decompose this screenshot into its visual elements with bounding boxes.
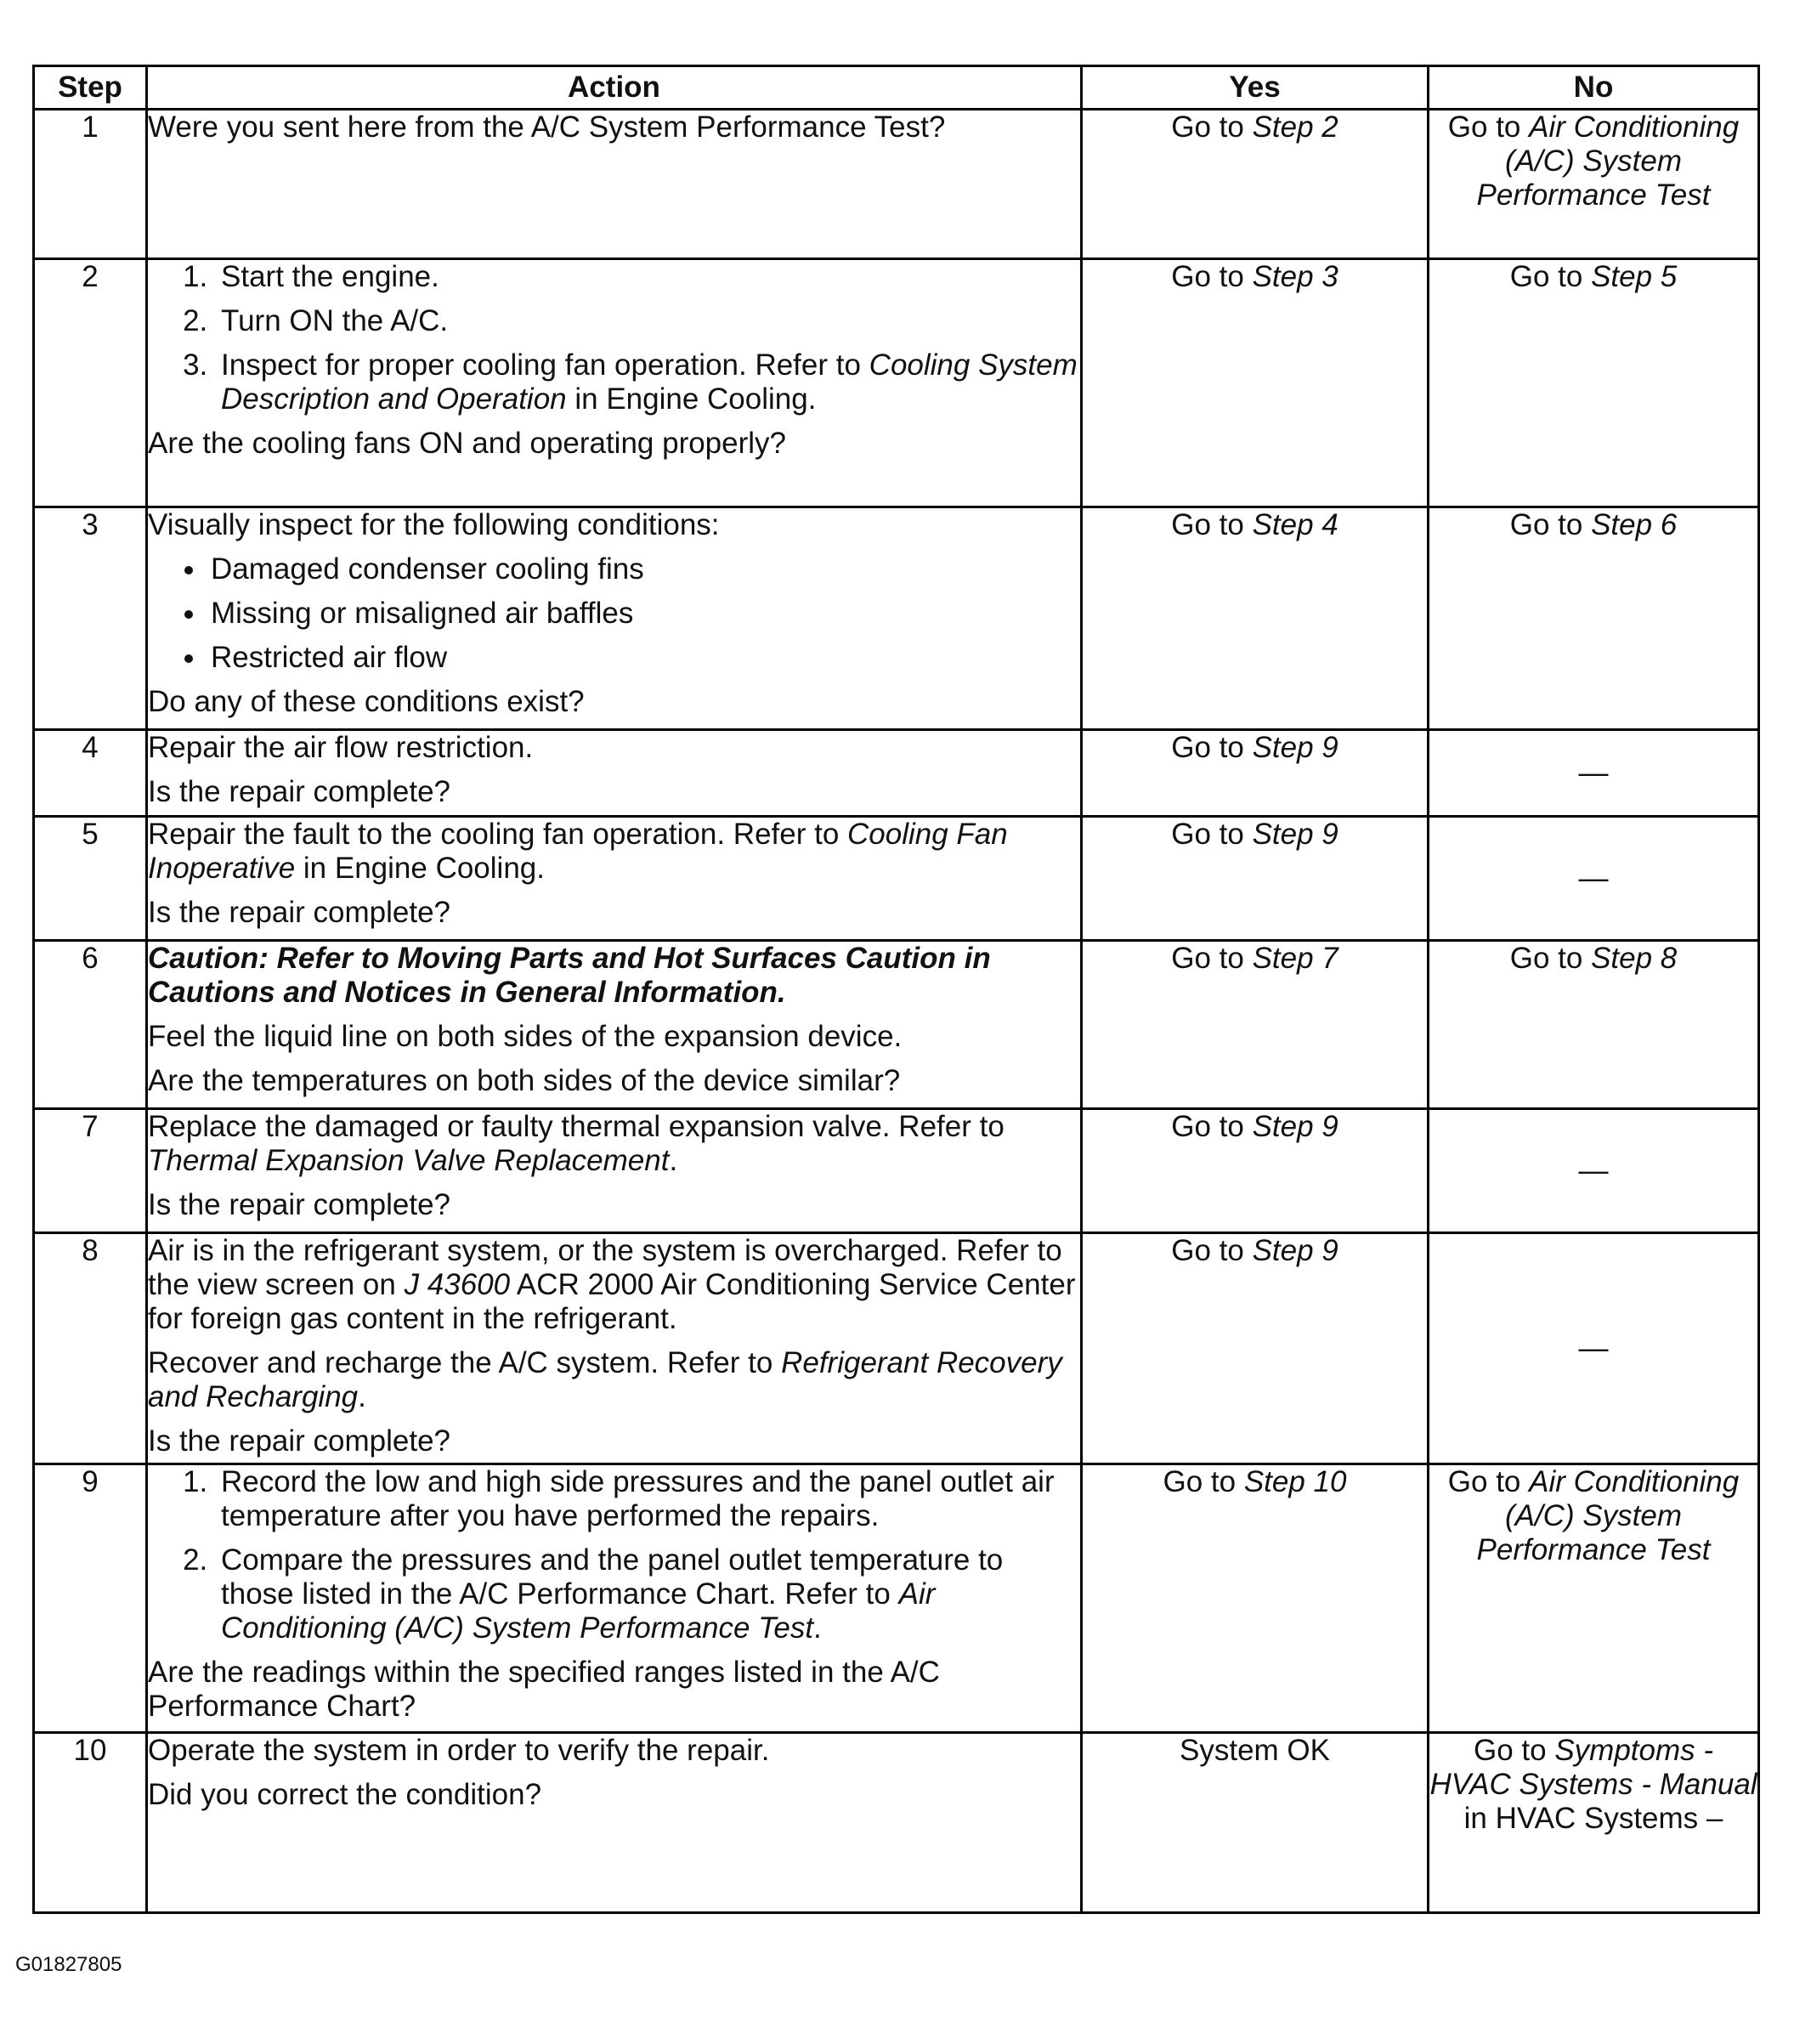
step-number: 7 [34,1109,147,1233]
no-cell [1429,730,1759,817]
action-cell [147,110,1082,259]
action-text: Operate the system in order to verify the repair. [148,1734,770,1767]
action-text: Were you sent here from the A/C System Performance Test? [148,110,946,144]
procedure-link[interactable]: Refrigerant Recovery and Recharging [148,1346,1062,1413]
action-cell [147,259,1082,507]
question-text: Are the readings within the specified ranges listed in the A/C Performance Chart? [148,1656,940,1723]
dash-text: — [1578,861,1609,895]
list-item: • Missing or misaligned air baffles [207,597,1080,631]
action-text: Feel the liquid line on both sides of the expansion device. [148,1020,903,1053]
tool-link[interactable]: J 43600 [404,1268,511,1301]
step-link[interactable]: Step 7 [1252,942,1338,975]
procedure-link[interactable]: Air Conditioning (A/C) System Performance Test [1476,110,1740,212]
step-link[interactable]: Step 3 [1252,260,1338,293]
no-cell: Go to Air Conditioning (A/C) System Performance Test [1429,1464,1759,1733]
header-yes: Yes [1082,66,1429,110]
header-no: No [1429,66,1759,110]
no-cell: Go to Step 6 [1429,507,1759,730]
action-text: Replace the damaged or faulty thermal expansion valve. Refer to Thermal Expansion Valve Replacement. [148,1110,1005,1177]
action-cell [147,1233,1082,1464]
yes-cell: Go to Step 9 [1082,730,1429,817]
question-text: Is the repair complete? [148,896,451,929]
step-link[interactable]: Step 9 [1252,731,1338,764]
no-cell: Go to Step 8 [1429,941,1759,1109]
yes-cell: Go to Step 2 [1082,110,1429,259]
question-text: Did you correct the condition? [148,1778,542,1811]
list-item: 1. Record the low and high side pressures and the panel outlet air temperature after you have performed the repairs. [216,1465,1080,1533]
header-row [34,66,1759,110]
header-step: Step [34,66,147,110]
procedure-link[interactable]: Cooling System Description and Operation [221,348,1078,416]
step-link[interactable]: Step 2 [1252,110,1338,144]
diagnostic-table [32,65,1760,1914]
question-text: Is the repair complete? [148,775,451,808]
step-number: 6 [34,941,147,1109]
action-text: Air is in the refrigerant system, or the system is overcharged. Refer to the view screen on J 43600 ACR 2000 Air Conditioning Service Center for foreign gas content in the refrigerant. [148,1234,1076,1335]
no-cell [1429,1233,1759,1464]
question-text: Do any of these conditions exist? [148,685,585,718]
list-item: 2. Compare the pressures and the panel outlet temperature to those listed in the A/C Performance Chart. Refer to Air Conditioning (A/C) System Performance Test. [216,1543,1080,1645]
figure-id: G01827805 [15,1953,122,1976]
action-text: Repair the air flow restriction. [148,731,534,764]
table-row [34,941,1759,1109]
step-number: 10 [34,1733,147,1913]
step-link[interactable]: Step 9 [1252,1110,1338,1143]
dash-text: — [1578,1331,1609,1365]
action-cell [147,941,1082,1109]
step-number: 2 [34,259,147,507]
procedure-link[interactable]: Air Conditioning (A/C) System Performance Test [1476,1465,1740,1566]
numbered-list [148,1465,1080,1645]
list-item: 3. Inspect for proper cooling fan operation. Refer to Cooling System Description and Operation in Engine Cooling. [216,348,1080,416]
question-text: Is the repair complete? [148,1424,451,1458]
table-row [34,730,1759,817]
procedure-link[interactable]: Thermal Expansion Valve Replacement [148,1144,670,1177]
procedure-link[interactable]: Symptoms - HVAC Systems - Manual [1429,1734,1757,1801]
numbered-list [148,260,1080,416]
action-cell [147,507,1082,730]
step-number: 5 [34,817,147,941]
procedure-link[interactable]: Air Conditioning (A/C) System Performance Test [221,1577,936,1645]
yes-cell: Go to Step 3 [1082,259,1429,507]
action-cell [147,1109,1082,1233]
action-cell [147,1464,1082,1733]
step-link[interactable]: Step 10 [1243,1465,1347,1498]
step-link[interactable]: Step 6 [1591,508,1678,541]
table-row [34,507,1759,730]
yes-cell: Go to Step 9 [1082,1109,1429,1233]
action-cell [147,1733,1082,1913]
action-cell [147,817,1082,941]
yes-cell: Go to Step 7 [1082,941,1429,1109]
no-cell [1429,817,1759,941]
question-text: Are the cooling fans ON and operating properly? [148,427,787,460]
step-number: 8 [34,1233,147,1464]
step-link[interactable]: Step 5 [1591,260,1678,293]
step-link[interactable]: Step 9 [1252,818,1338,851]
list-item: • Damaged condenser cooling fins [207,552,1080,586]
step-link[interactable]: Step 9 [1252,1234,1338,1267]
step-number: 9 [34,1464,147,1733]
no-cell: Go to Air Conditioning (A/C) System Performance Test [1429,110,1759,259]
bullet-list [148,552,1080,675]
action-text: Repair the fault to the cooling fan operation. Refer to Cooling Fan Inoperative in Engine Cooling. [148,818,1008,885]
no-cell: Go to Symptoms - HVAC Systems - Manual in HVAC Systems – [1429,1733,1759,1913]
table-row [34,1109,1759,1233]
procedure-link[interactable]: Cooling Fan Inoperative [148,818,1008,885]
no-cell [1429,1109,1759,1233]
list-item: • Restricted air flow [207,641,1080,675]
question-text: Are the temperatures on both sides of the device similar? [148,1064,901,1097]
list-item: 1. Start the engine. [216,260,1080,294]
dash-text: — [1578,1153,1609,1187]
action-cell [147,730,1082,817]
no-cell: Go to Step 5 [1429,259,1759,507]
yes-cell: Go to Step 9 [1082,817,1429,941]
step-number: 1 [34,110,147,259]
table-row [34,110,1759,259]
question-text: Is the repair complete? [148,1188,451,1221]
step-link[interactable]: Step 8 [1591,942,1678,975]
table-row [34,1733,1759,1913]
action-text: Recover and recharge the A/C system. Refer to Refrigerant Recovery and Recharging. [148,1346,1062,1413]
dash-text: — [1578,756,1609,790]
caution-text: Caution: Refer to Moving Parts and Hot Surfaces Caution in Cautions and Notices in General Information. [148,942,991,1009]
header-action: Action [147,66,1082,110]
table-row [34,1464,1759,1733]
step-number: 3 [34,507,147,730]
yes-cell: System OK [1082,1733,1429,1913]
table-row [34,1233,1759,1464]
step-link[interactable]: Step 4 [1252,508,1338,541]
yes-cell: Go to Step 4 [1082,507,1429,730]
yes-cell: Go to Step 10 [1082,1464,1429,1733]
table-row [34,259,1759,507]
list-item: 2. Turn ON the A/C. [216,304,1080,338]
action-text: Visually inspect for the following conditions: [148,508,720,541]
yes-cell: Go to Step 9 [1082,1233,1429,1464]
table-row [34,817,1759,941]
step-number: 4 [34,730,147,817]
